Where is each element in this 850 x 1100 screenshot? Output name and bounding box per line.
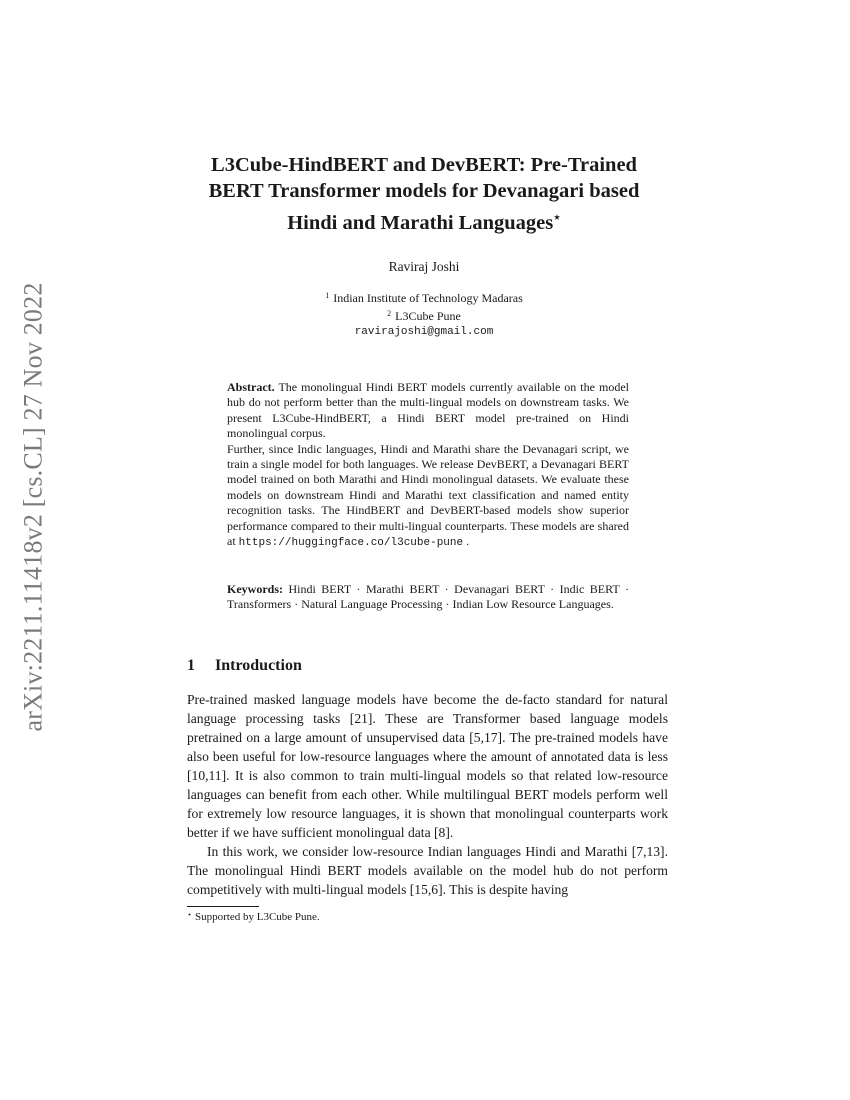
abstract xyxy=(227,380,629,551)
abstract-text-2: Further, since Indic languages, Hindi and Marathi share the Devanagari script, we train a single model for both languages. We release DevBERT, a Devanagari BERT model trained on both Marathi and Hindi monolingual datasets. We evaluate these models on downstream Hindi and Marathi text classification and named entity recognition tasks. The HindBERT and DevBERT-based models show superior performance compared to their multi-lingual counterparts. These models are shared at xyxy=(227,441,629,549)
author-email: ravirajoshi@gmail.com xyxy=(354,326,494,338)
affiliation-2-number: 2 xyxy=(387,309,392,318)
abstract-paragraph-1 xyxy=(227,380,629,442)
title-line-3-text: Hindi and Marathi Languages xyxy=(287,212,554,234)
title-line-3 xyxy=(150,204,698,236)
affiliation-1-number: 1 xyxy=(325,291,330,300)
intro-paragraph-2: In this work, we consider low-resource Indian languages Hindi and Marathi [7,13]. The monolingual Hindi BERT models available on the model hub do not perform competitively with multi-lingual models [15,6]. This is despite having xyxy=(187,844,668,897)
model-hub-link[interactable]: https://huggingface.co/l3cube-pune xyxy=(238,537,464,550)
paper-title xyxy=(150,152,698,236)
affiliations xyxy=(150,288,698,340)
intro-paragraph-1: Pre-trained masked language models have become the de-facto standard for natural language processing tasks [21]. These are Transformer based language models pretrained on a large amount of unsupervised data [5,17]. The pre-trained models have also been useful for low-resource languages where the amount of annotated data is less [10,11]. It is also common to train multi-lingual models so that related low-resource languages can benefit from each other. While multilingual BERT models perform well for extremely low resource languages, it is shown that monolingual counterparts work better if we have sufficient monolingual data [8]. xyxy=(187,692,668,840)
affiliation-1 xyxy=(150,288,698,306)
section-heading-introduction xyxy=(187,657,302,675)
affiliation-1-name: Indian Institute of Technology Madaras xyxy=(333,291,523,305)
arxiv-identifier: arXiv:2211.11418v2 [cs.CL] 27 Nov 2022 xyxy=(19,282,49,732)
affiliation-2-name: L3Cube Pune xyxy=(395,309,461,323)
footnote xyxy=(187,910,320,923)
section-title: Introduction xyxy=(215,657,302,674)
section-number: 1 xyxy=(187,657,195,674)
footnote-divider xyxy=(187,906,259,907)
title-line-2: BERT Transformer models for Devanagari based xyxy=(208,180,640,202)
title-line-1: L3Cube-HindBERT and DevBERT: Pre-Trained xyxy=(211,154,637,176)
affiliation-2 xyxy=(150,306,698,324)
abstract-end: . xyxy=(466,534,470,549)
footnote-marker: ⋆ xyxy=(187,910,193,919)
keywords-text: Hindi BERT · Marathi BERT · Devanagari BERT · Indic BERT · Transformers · Natural Language Processing · Indian Low Resource Languages. xyxy=(227,582,629,612)
abstract-label: Abstract. xyxy=(227,380,275,394)
arxiv-identifier-stamp xyxy=(8,262,60,752)
title-footnote-marker: ⋆ xyxy=(553,210,561,224)
abstract-text-1: The monolingual Hindi BERT models currently available on the model hub do not perform better than the multi-lingual models on downstream tasks. We present L3Cube-HindBERT, a Hindi BERT model pre-trained on Hindi monolingual corpus. xyxy=(227,380,629,441)
keywords xyxy=(227,582,629,613)
introduction-body xyxy=(187,690,668,899)
author-name: Raviraj Joshi xyxy=(388,259,460,274)
abstract-paragraph-2 xyxy=(227,442,629,552)
footnote-text: Supported by L3Cube Pune. xyxy=(195,911,320,923)
keywords-label: Keywords: xyxy=(227,582,283,596)
